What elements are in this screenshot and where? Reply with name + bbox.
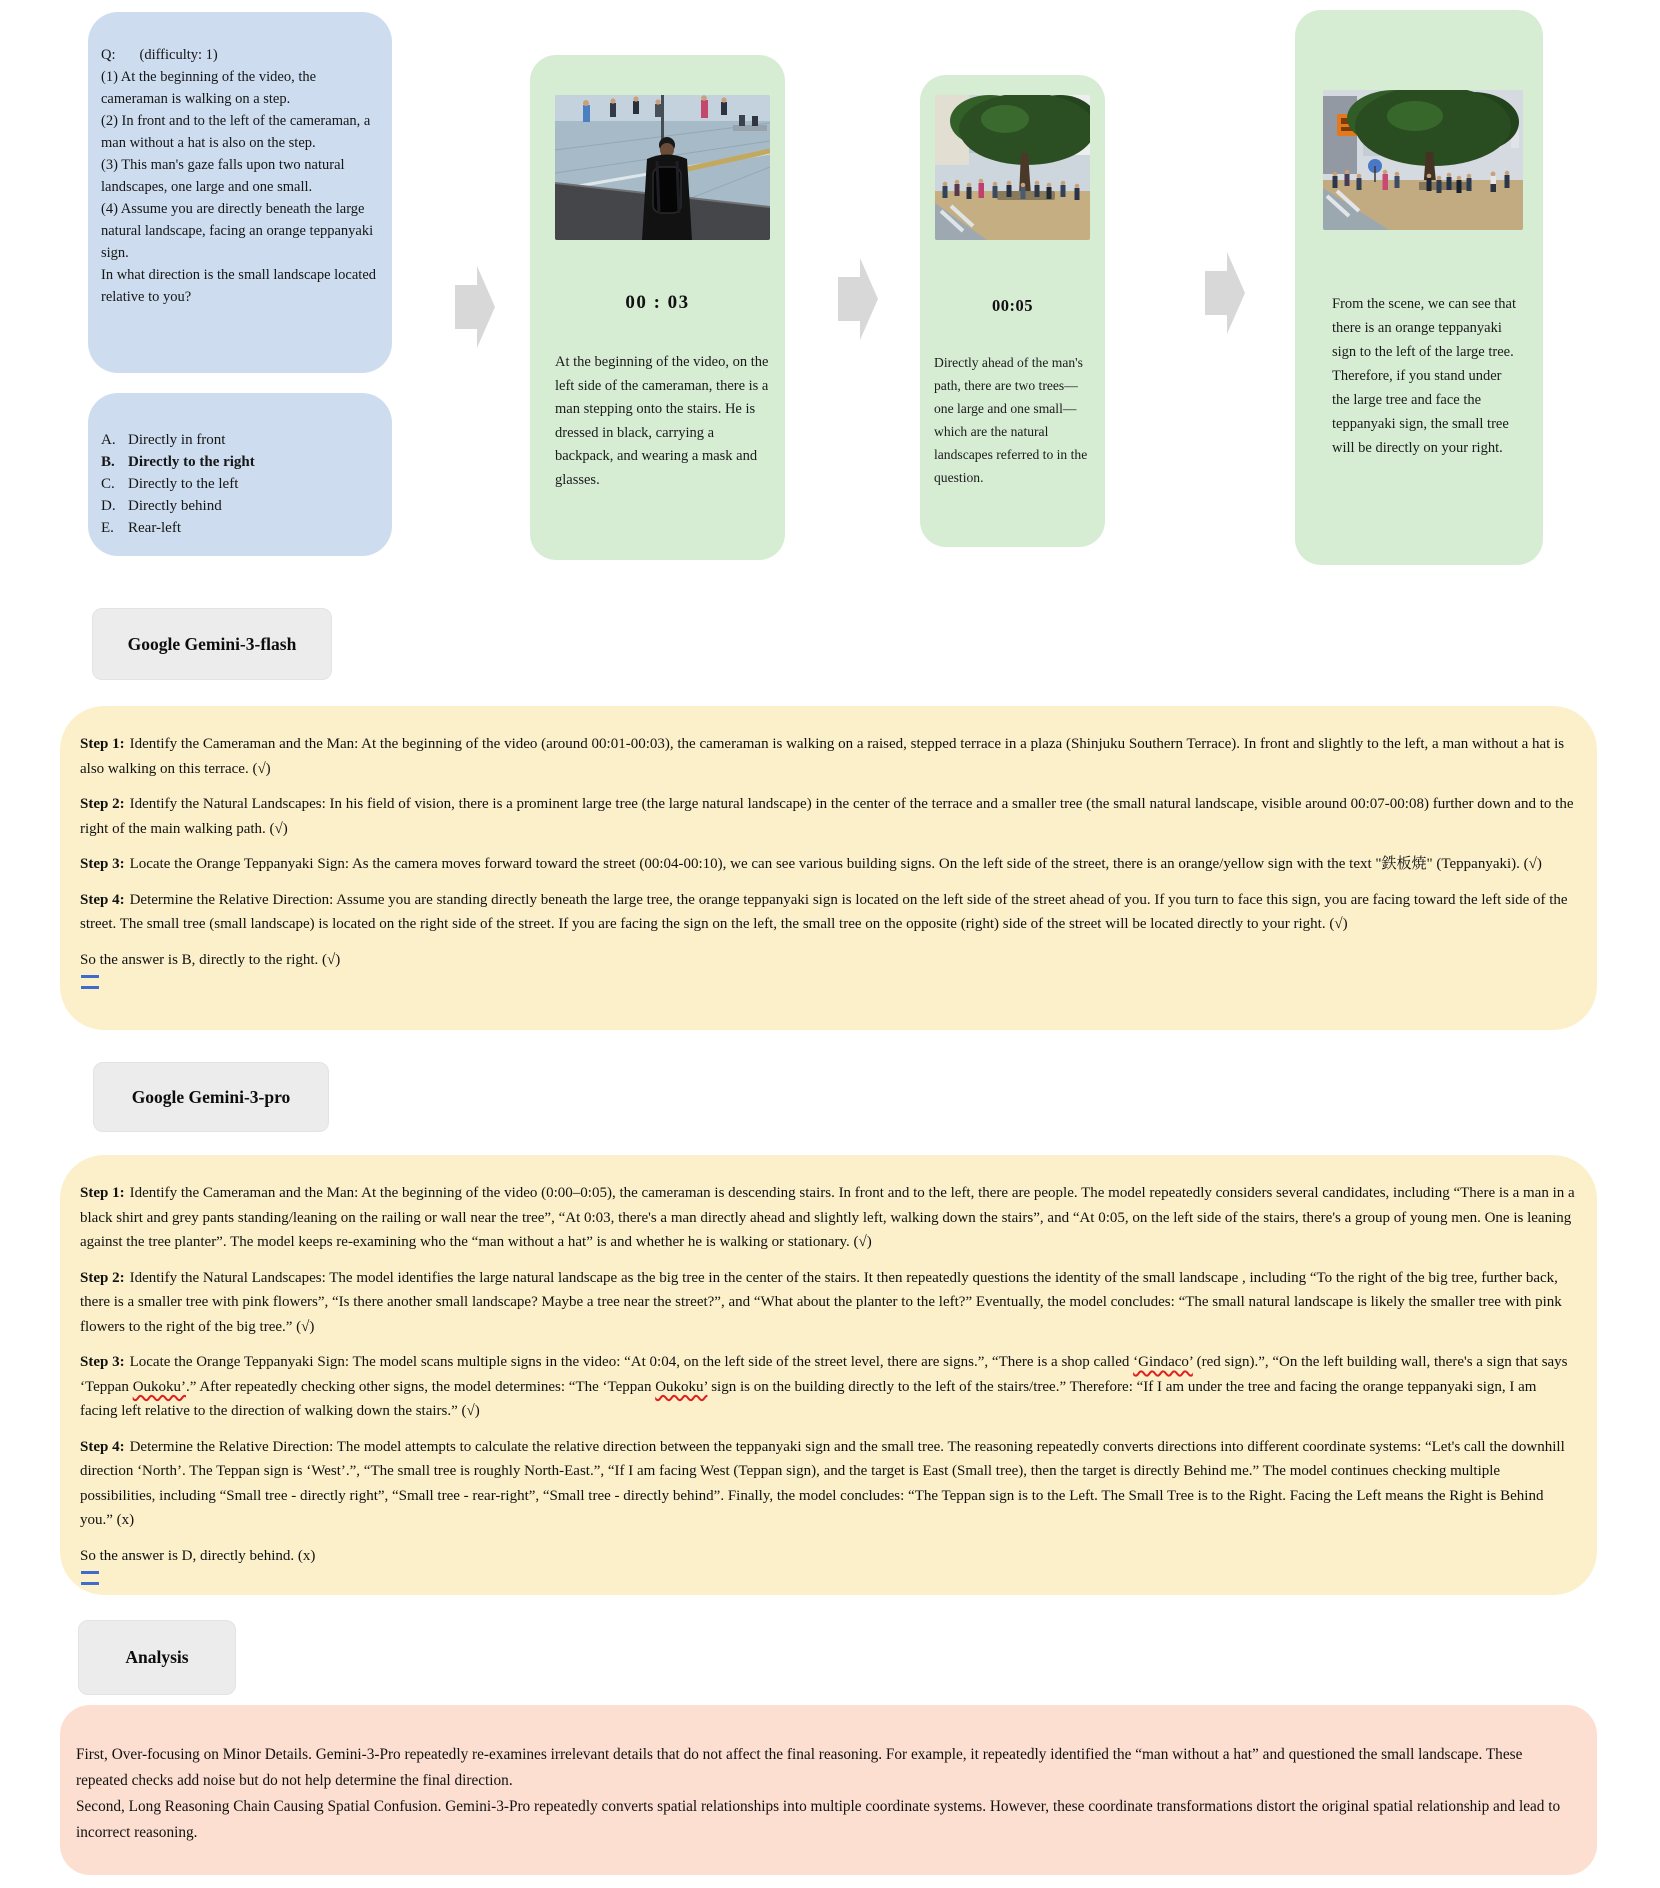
question-header — [101, 44, 382, 66]
flash-step-2 — [80, 792, 1577, 841]
gemini-flash-output-box — [60, 706, 1597, 1030]
option-text: Directly in front — [128, 432, 226, 448]
model-label-gemini-pro: Google Gemini-3-pro — [93, 1062, 329, 1132]
option-text: Directly to the left — [128, 476, 239, 492]
pro-answer-line — [80, 1544, 1577, 1569]
video-frame-1-photo — [555, 95, 770, 240]
pro-step-1 — [80, 1181, 1577, 1255]
frame-caption: From the scene, we can see that there is an orange teppanyaki sign to the left of the large tree. Therefore, if you stand under the large tree and face the teppanyaki sign, the small tree will be directly on your right. — [1332, 296, 1516, 456]
option-letter: D. — [101, 498, 116, 514]
option-letter: E. — [101, 520, 114, 536]
frame-caption: At the beginning of the video, on the left side of the cameraman, there is a man stepping onto the stairs. He is dressed in black, carrying a backpack, and wearing a mask and glasses. — [555, 354, 769, 488]
grammar-marked-word: So — [80, 948, 96, 973]
question-statement: (2) In front and to the left of the cameraman, a man without a hat is also on the step. — [101, 113, 371, 151]
analysis-paragraph-2: Second, Long Reasoning Chain Causing Spatial Confusion. Gemini-3-Pro repeatedly converts spatial relationships into multiple coordinate systems. However, these coordinate transformations distort the original spatial relationship and lead to incorrect reasoning. — [76, 1798, 1561, 1841]
option-text: Directly behind — [128, 498, 222, 514]
video-frame-card-1 — [530, 55, 785, 560]
analysis-box — [60, 1705, 1597, 1875]
step-text: Identify the Natural Landscapes: In his field of vision, there is a prominent large tree (the large natural landscape) in the center of the terrace and a smaller tree (the small natural landscape, visible around 00:07-00:08) further down and to the right of the main walking path. (√) — [80, 796, 1574, 837]
question-statement: (4) Assume you are directly beneath the large natural landscape, facing an orange teppanyaki sign. — [101, 201, 374, 261]
video-frame-card-2 — [920, 75, 1105, 547]
option-text: Rear-left — [128, 520, 181, 536]
question-statement: (1) At the beginning of the video, the cameraman is walking on a step. — [101, 69, 317, 107]
analysis-label: Analysis — [78, 1620, 236, 1695]
option-letter: B. — [101, 454, 115, 470]
option-letter: C. — [101, 476, 115, 492]
step-text: .” After repeatedly checking other signs, the model determines: “The ‘Teppan — [186, 1378, 656, 1395]
spellcheck-flagged-word: Oukoku’ — [655, 1378, 708, 1395]
option-text: Directly to the right — [128, 454, 255, 470]
step-label: Step 4: — [80, 1438, 125, 1455]
flash-step-1 — [80, 732, 1577, 781]
step-label: Step 1: — [80, 1185, 125, 1201]
grammar-marked-word: So — [80, 1544, 96, 1569]
answer-text: the answer is B, directly to the right. (√) — [95, 951, 341, 968]
step-label: Step 2: — [80, 796, 125, 812]
final-question: In what direction is the small landscape located relative to you? — [101, 267, 377, 305]
spellcheck-flagged-word: ‘Gindaco’ — [1133, 1354, 1193, 1370]
step-label: Step 2: — [80, 1269, 125, 1286]
option-row-d — [101, 495, 384, 517]
flow-arrow-icon — [455, 264, 495, 350]
option-row-c — [101, 473, 384, 495]
option-row-a — [101, 429, 384, 451]
flash-step-4 — [80, 888, 1577, 937]
step-text: Determine the Relative Direction: The model attempts to calculate the relative direction between the teppanyaki sign and the small tree. The reasoning repeatedly converts directions into different coordinate systems: “Let's call the downhill direction ‘North’. The Teppan sign is ‘West’.”, “The small tree is roughly North-East.”, “If I am facing West (Teppan sign), and the target is East (Small tree), then the target is directly Behind me.” The model continues checking multiple possibilities, including “Small tree - directly right”, “Small tree - rear-right”, “Small tree - directly behind”. Finally, the model concludes: “The Teppan sign is to the Left. The Small Tree is to the Right. Facing the Left means the Right is Behind you.” (x) — [80, 1438, 1565, 1528]
frame-timestamp: 00 : 03 — [625, 292, 690, 313]
answer-text: the answer is D, directly behind. (x) — [95, 1547, 316, 1564]
option-row-b-correct — [101, 451, 384, 473]
video-frame-card-3 — [1295, 10, 1543, 565]
video-frame-3-photo — [1323, 90, 1523, 230]
pro-step-4 — [80, 1435, 1577, 1533]
question-card — [88, 12, 392, 373]
pro-step-2 — [80, 1266, 1577, 1340]
step-text: Locate the Orange Teppanyaki Sign: The model scans multiple signs in the video: “At 0:04, on the left side of the street level, there are signs.”, “There is a shop called — [129, 1354, 1134, 1370]
question-statement: (3) This man's gaze falls upon two natural landscapes, one large and one small. — [101, 157, 345, 195]
option-letter: A. — [101, 432, 116, 448]
step-text: sign is on the building directly to the left of the stairs/tree.” Therefore: “If I am under the tree and facing the orange teppanyaki sign, I am facing left relative to the direction of walking down the stairs.” (√) — [80, 1378, 1537, 1419]
spellcheck-flagged-word: Oukoku’ — [132, 1378, 187, 1395]
step-text: Identify the Cameraman and the Man: At the beginning of the video (around 00:01-00:03), the cameraman is walking on a raised, stepped terrace in a plaza (Shinjuku Southern Terrace). In front and slightly to the left, a man without a hat is also walking on this terrace. (√) — [80, 736, 1565, 777]
option-row-e — [101, 517, 384, 539]
step-label: Step 3: — [80, 1354, 125, 1370]
step-text: Locate the Orange Teppanyaki Sign: As the camera moves forward toward the street (00:04-00:10), we can see various building signs. On the left side of the street, there is an orange/yellow sign with the text "鉄板焼" (Teppanyaki). (√) — [129, 856, 1542, 872]
step-label: Step 3: — [80, 856, 125, 872]
step-label: Step 4: — [80, 891, 125, 908]
difficulty-label: (difficulty: 1) — [139, 47, 218, 63]
options-card — [88, 393, 392, 556]
flow-arrow-icon — [838, 256, 878, 342]
flash-step-3 — [80, 852, 1577, 877]
analysis-paragraph-1: First, Over-focusing on Minor Details. Gemini-3-Pro repeatedly re-examines irrelevant details that do not affect the final reasoning. For example, it repeatedly identified the “man without a hat” and questioned the small landscape. These repeated checks add noise but do not help determine the final direction. — [76, 1746, 1523, 1789]
flow-arrow-icon — [1205, 250, 1245, 336]
frame-timestamp: 00:05 — [992, 296, 1033, 315]
step-label: Step 1: — [80, 736, 125, 752]
step-text: Determine the Relative Direction: Assume you are standing directly beneath the large tree, the orange teppanyaki sign is located on the left side of the street ahead of you. If you turn to face this sign, you are facing toward the left side of the street. The small tree (small landscape) is located on the right side of the street. If you are facing the sign on the left, the small tree on the opposite (right) side of the street will be located directly to your right. (√) — [80, 891, 1568, 932]
frame-caption: Directly ahead of the man's path, there are two trees—one large and one small—which are the natural landscapes referred to in the question. — [934, 355, 1088, 485]
step-text: Identify the Cameraman and the Man: At the beginning of the video (0:00–0:05), the cameraman is descending stairs. In front and to the left, there are people. The model repeatedly considers several candidates, including “There is a man in a black shirt and grey pants standing/leaning on the railing or wall near the tree”, “At 0:03, there's a man directly ahead and slightly left, walking down the stairs”, and “At 0:05, on the left side of the stairs, there's a group of young men. One is leaning against the tree planter”. The model keeps re-examining who the “man without a hat” is and whether he is walking or stationary. (√) — [80, 1185, 1575, 1250]
model-label-gemini-flash: Google Gemini-3-flash — [92, 608, 332, 680]
pro-step-3 — [80, 1350, 1577, 1424]
gemini-pro-output-box — [60, 1155, 1597, 1595]
step-text: (red sign).”, “On the left building wall, there's a sign that says ‘Teppan — [80, 1354, 1568, 1395]
q-label: Q: — [101, 47, 116, 63]
video-frame-2-photo — [935, 95, 1090, 240]
flash-answer-line — [80, 948, 1577, 973]
step-text: Identify the Natural Landscapes: The model identifies the large natural landscape as the big tree in the center of the stairs. It then repeatedly questions the identity of the small landscape , including “To the right of the big tree, further back, there is a smaller tree with pink flowers”, “Is there another small landscape? Maybe a tree near the street?”, and “What about the planter to the left?” Eventually, the model concludes: “The small natural landscape is likely the smaller tree with pink flowers to the right of the big tree.” (√) — [80, 1269, 1562, 1335]
